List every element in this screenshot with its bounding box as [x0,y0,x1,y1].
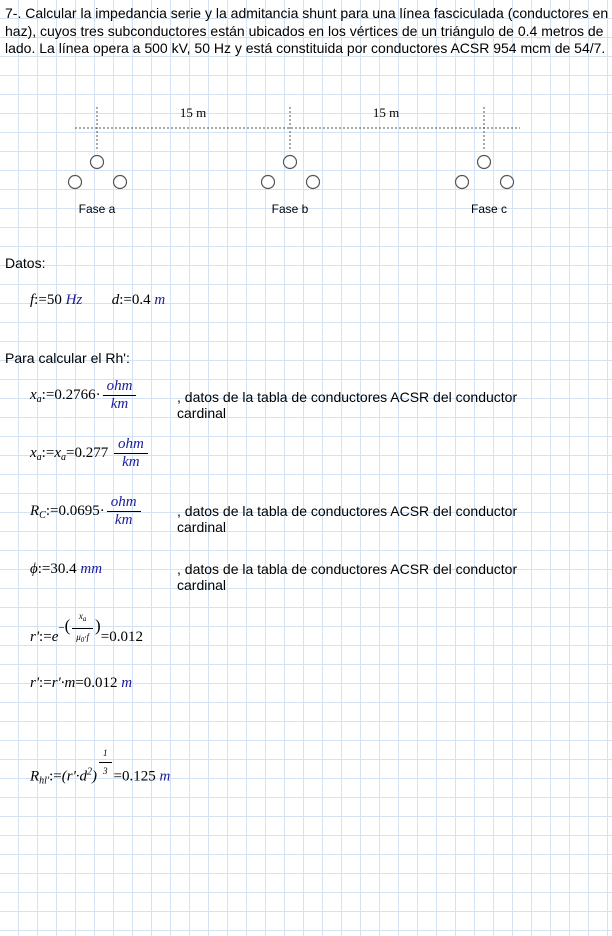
datos-equation: f:=50 Hz d:=0.4 m [30,292,166,308]
subconductor-right [114,176,127,189]
phi-source-note: , datos de la tabla de conductores ACSR del conductor cardinal [177,561,518,593]
subconductor-right [501,176,514,189]
dimension-label-1: 15 m [179,105,207,120]
subconductor-top [478,156,491,169]
phi-equation: ϕ:=30.4 mm [30,561,103,577]
rh-equation: $R_{hl'}:=(r'\cdot d^2)$ $\frac{1}{3}$ =0.125 m [30,745,170,787]
rc-source-note: , datos de la tabla de conductores ACSR del conductor cardinal [177,503,518,535]
conductor-layout-figure [0,95,612,225]
phase-c-bundle [456,156,514,189]
dimension-label-2: 15 m [372,105,400,120]
phase-a-label: Fase a [78,202,116,216]
phase-a-bundle [69,156,127,189]
rh-section-label: Para calcular el Rh': [5,350,130,366]
xa-source-note: , datos de la tabla de conductores ACSR del conductor cardinal [177,389,518,421]
rc-equation: $R_C:=0.0695\cdot$ $\frac{\text{ohm}}{km}$ [30,494,143,529]
phase-b-label: Fase b [271,202,309,216]
phase-b-bundle [262,156,320,189]
subconductor-left [262,176,275,189]
subconductor-right [307,176,320,189]
subconductor-left [456,176,469,189]
xa-assign-equation: $x_a:=0.2766\cdot$ $\frac{\text{ohm}}{km}$ [30,378,138,413]
rprime-exponential-equation: r':=e−( $\frac{x_a}{\mu_0\cdot f}$ )=0.012 [30,608,143,649]
subconductor-top [284,156,297,169]
phase-c-label: Fase c [470,202,508,216]
problem-statement: 7-. Calcular la impedancia serie y la admitancia shunt para una línea fasciculada (conductores en haz), cuyos tres subconductores están ubicados en los vértices de un triángulo de 0.4 metros de lado. La línea opera a 500 kV, 50 Hz y está constituida por conductores ACSR 954 mcm de 54/7. [5,5,609,56]
xa-result-equation: $x_a:=x_a=0.277$ $\frac{\text{ohm}}{km}$ [30,436,150,471]
subconductor-top [91,156,104,169]
datos-label: Datos: [5,255,46,271]
subconductor-left [69,176,82,189]
rprime-meters-equation: r':=r'·m=0.012 m [30,675,133,691]
